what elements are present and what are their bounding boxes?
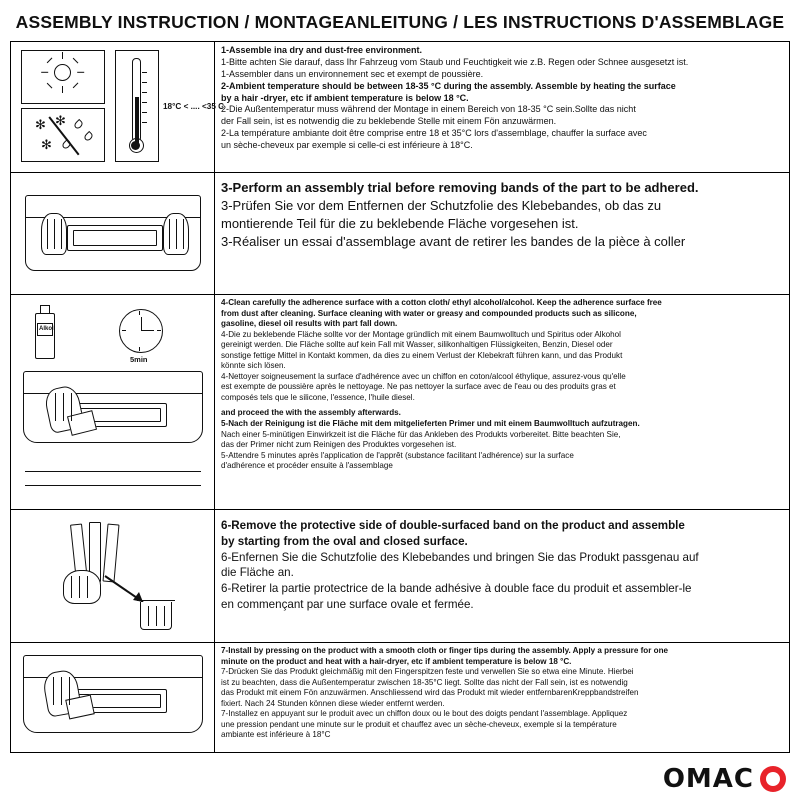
line: gasoline, diesel oil results with part fall down. [221,319,398,329]
line: 6-Remove the protective side of double-surfaced band on the product and assemble [221,519,685,532]
line: 7-Drücken Sie das Produkt gleichmäßig mit den Fingerspitzen feste und verwellen Sie so etwa eine Minute. Hierbei [221,667,634,677]
snowflake-icon: ✻ [35,117,46,132]
line: ambiante est inférieure à 18°C [221,730,331,740]
line: 3-Réaliser un essai d'assemblage avant de retirer les bandes de la pièce à coller [221,233,686,249]
line: der Fall sein, ist es notwendig die zu beklebende Stelle mit einem Fön anzuwärmen. [221,116,557,127]
line: une pression pendant une minute sur le produit et chauffez avec un sèche-cheveux, exemple si la température [221,719,617,729]
line: and proceed the with the assembly afterwards. [221,408,401,418]
illustration-step-7 [11,643,215,752]
line: sonstige fettige Mittel in Kontakt kommen, da dies zu einem Verlust der Klebekraft führen kann, und das Produkt [221,350,623,360]
line: minute on the product and heat with a hair-dryer, etc if ambient temperature is below 18 °C. [221,656,572,666]
table-row [10,510,790,643]
text-step-1-2 [215,42,789,172]
table-row [10,295,790,510]
temperature-range-label: 18°C < .... <35 C [163,102,225,111]
page-title: ASSEMBLY INSTRUCTION / MONTAGEANLEITUNG / LES INSTRUCTIONS D'ASSEMBLAGE [15,12,785,32]
line: from dust after cleaning. Surface cleaning with water or greasy and compounded products such as silicone, [221,308,637,318]
brand-name: OMAC [662,764,754,794]
snowflake-icon: ✻ [55,113,66,128]
line: das Produkt mit einem Fön anzuwärmen. Anschliessend wird das Produkt mit wieder entfernbarenKreppbandstreifen [221,688,639,698]
line: d'adhérence et procéder ensuite à l'assemblage [221,461,393,471]
line: 5-Attendre 5 minutes après l'application de l'apprêt (substance facilitant l'adhérence) sur la surface [221,450,574,460]
brand-logo [663,764,786,794]
brand-dot-icon [760,766,786,792]
line: fixiert. Nach 24 Stunden können diese wieder entfernt werden. [221,698,445,708]
line: 1-Assemble ina dry and dust-free environment. [221,45,423,55]
line: 1-Bitte achten Sie darauf, dass Ihr Fahrzeug vom Staub und Feuchtigkeit wie z.B. Regen oder Schnee ausgesetzt ist. [221,56,689,67]
line: Nach einer 5-minütigen Einwirkzeit ist die Fläche für das Ankleben des Produkts vorbereitet. Bitte beachten Sie, [221,429,621,439]
line: könnte sich lösen. [221,361,286,371]
line: das der Primer nicht zum Reinigen des Produktes vorgesehen ist. [221,440,457,450]
text-step-4-5 [215,295,789,509]
line: un sèche-cheveux par exemple si celle-ci est inférieure à 18°C. [221,140,473,150]
line: 4-Die zu beklebende Fläche sollte vor der Montage gründlich mit einem Baumwolltuch und Spiritus oder Alkohol [221,329,621,339]
text-step-7 [215,643,789,752]
line: est exempte de poussière après le nettoyage. Ne pas nettoyer la surface avec de l'eau ou des produits gras et [221,382,616,392]
line: gereinigt werden. Die Fläche sollte auf kein Fall mit Wasser, silikonhaltigen Flüssigkeiten, Benzin, Diesel oder [221,340,613,350]
illustration-step-4-5 [11,295,215,509]
line: montierende Teil für die zu beklebende Fläche vorgesehen ist. [221,215,579,231]
steps-table [10,41,790,753]
line: die Fläche an. [221,566,294,580]
text-step-6 [215,510,789,642]
line: by starting from the oval and closed surface. [221,534,468,548]
line: 3-Prüfen Sie vor dem Entfernen der Schutzfolie des Klebebandes, ob das zu [221,197,662,213]
illustration-step-3 [11,173,215,294]
wait-time-label: 5min [130,355,148,364]
line: 2-La température ambiante doit être comprise entre 18 et 35°C lors d'assemblage, chauffer la surface avec [221,128,647,139]
line: 4-Clean carefully the adherence surface with a cotton cloth/ ethyl alcohol/alcohol. Keep the adherence surface free [221,298,662,307]
snowflake-icon: ✻ [41,137,52,152]
line: 4-Nettoyer soigneusement la surface d'adhérence avec un chiffon en coton/alcool éthylique, assurez-vous qu'elle [221,371,626,381]
line: 6-Retirer la partie protectrice de la bande adhésive à double face du produit et assembler-le [221,582,692,596]
line: 1-Assembler dans un environnement sec et exempt de poussière. [221,68,484,79]
text-step-3 [215,173,789,294]
table-row [10,643,790,753]
line: 6-Enfernen Sie die Schutzfolie des Klebebandes und bringen Sie das Produkt passgenau auf [221,550,699,564]
line: 2-Die Außentemperatur muss während der Montage in einem Bereich von 18-35 °C sein.Sollte das nicht [221,104,636,115]
alcohol-label: Alkol [39,326,54,332]
line: 3-Perform an assembly trial before removing bands of the part to be adhered. [221,180,699,195]
line: ist zu beachten, dass die Außentemperatur zwischen 18-35°C liegt. Sollte das nicht der Fall sein, ist es notwendig [221,677,628,687]
illustration-step-1-2 [11,42,225,172]
line: 7-Install by pressing on the product with a smooth cloth or finger tips during the assembly. Apply a pressure for one [221,646,669,655]
hand-icon [63,570,101,604]
table-row [10,173,790,295]
illustration-step-6 [11,510,215,642]
line: 7-Installez en appuyant sur le produit avec un chiffon doux ou le bout des doigts pendant l'assemblage. Appliquez [221,709,628,719]
line: en commençant par une surface ovale et fermée. [221,598,474,612]
line: 5-Nach der Reinigung ist die Fläche mit dem mitgelieferten Primer und mit einem Baumwolltuch aufzutragen. [221,419,640,429]
line: composés tels que le silicone, l'essence, l'huile diesel. [221,392,415,402]
table-row [10,42,790,173]
line: 2-Ambient temperature should be between 18-35 °C during the assembly. Assemble by heating the surface [221,80,676,91]
line: by a hair -dryer, etc if ambient temperature is below 18 °C. [221,92,469,103]
